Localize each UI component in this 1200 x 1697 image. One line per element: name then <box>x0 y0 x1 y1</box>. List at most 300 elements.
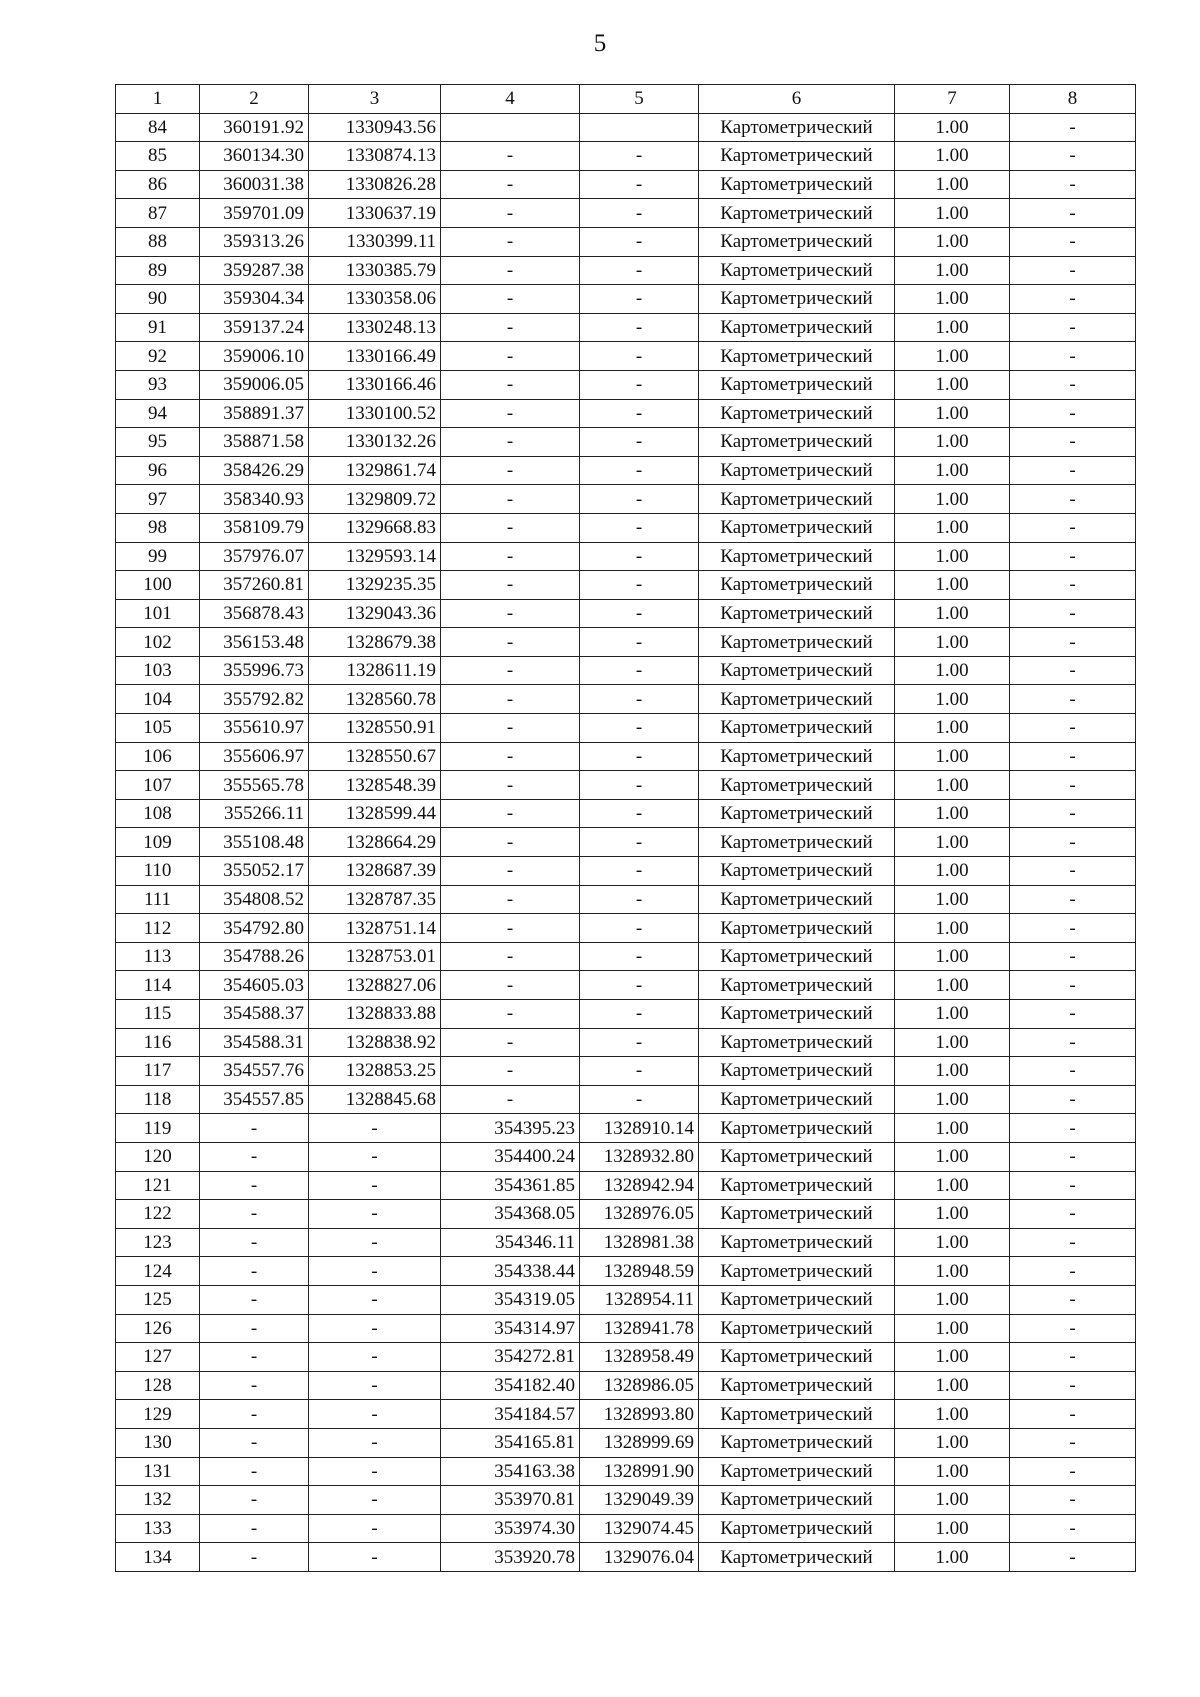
table-row <box>116 370 1136 399</box>
x-coord-cell: 355108.48 <box>200 828 309 857</box>
point-number-cell: 112 <box>116 914 200 943</box>
x-coord-cell: - <box>200 1371 309 1400</box>
x-coord-new-cell: - <box>441 313 580 342</box>
note-cell: - <box>1010 828 1136 857</box>
y-coord-new-cell: - <box>580 399 699 428</box>
accuracy-cell: 1.00 <box>895 1486 1010 1515</box>
accuracy-cell: 1.00 <box>895 1371 1010 1400</box>
method-cell: Картометрический <box>699 1057 895 1086</box>
y-coord-cell: 1328687.39 <box>309 857 441 886</box>
table-row <box>116 1057 1136 1086</box>
table-row <box>116 456 1136 485</box>
method-cell: Картометрический <box>699 971 895 1000</box>
point-number-cell: 117 <box>116 1057 200 1086</box>
x-coord-new-cell: - <box>441 656 580 685</box>
method-cell: Картометрический <box>699 685 895 714</box>
x-coord-cell: 355266.11 <box>200 799 309 828</box>
table-row <box>116 513 1136 542</box>
table-row <box>116 1171 1136 1200</box>
y-coord-new-cell: 1328991.90 <box>580 1457 699 1486</box>
y-coord-new-cell: - <box>580 599 699 628</box>
point-number-cell: 105 <box>116 714 200 743</box>
method-cell: Картометрический <box>699 456 895 485</box>
table-row <box>116 285 1136 314</box>
point-number-cell: 96 <box>116 456 200 485</box>
point-number-cell: 116 <box>116 1028 200 1057</box>
y-coord-new-cell: - <box>580 342 699 371</box>
x-coord-new-cell: 354395.23 <box>441 1114 580 1143</box>
x-coord-new-cell: 354165.81 <box>441 1428 580 1457</box>
y-coord-new-cell: - <box>580 485 699 514</box>
note-cell: - <box>1010 1028 1136 1057</box>
method-cell: Картометрический <box>699 1457 895 1486</box>
x-coord-new-cell: - <box>441 256 580 285</box>
y-coord-new-cell: - <box>580 628 699 657</box>
point-number-cell: 118 <box>116 1085 200 1114</box>
method-cell: Картометрический <box>699 142 895 171</box>
note-cell: - <box>1010 1200 1136 1229</box>
table-row <box>116 1228 1136 1257</box>
y-coord-new-cell: - <box>580 456 699 485</box>
point-number-cell: 125 <box>116 1285 200 1314</box>
method-cell: Картометрический <box>699 199 895 228</box>
point-number-cell: 100 <box>116 571 200 600</box>
y-coord-new-cell: 1328910.14 <box>580 1114 699 1143</box>
point-number-cell: 121 <box>116 1171 200 1200</box>
x-coord-new-cell: 354361.85 <box>441 1171 580 1200</box>
accuracy-cell: 1.00 <box>895 714 1010 743</box>
note-cell: - <box>1010 1543 1136 1572</box>
point-number-cell: 89 <box>116 256 200 285</box>
table-row <box>116 971 1136 1000</box>
y-coord-cell: 1328550.91 <box>309 714 441 743</box>
table-row <box>116 599 1136 628</box>
table-row <box>116 1114 1136 1143</box>
point-number-cell: 91 <box>116 313 200 342</box>
table-row <box>116 542 1136 571</box>
note-cell: - <box>1010 1085 1136 1114</box>
x-coord-cell: - <box>200 1428 309 1457</box>
y-coord-cell: 1328550.67 <box>309 742 441 771</box>
x-coord-new-cell: - <box>441 828 580 857</box>
note-cell: - <box>1010 285 1136 314</box>
header-cell: 5 <box>580 85 699 114</box>
table-row <box>116 714 1136 743</box>
x-coord-new-cell: - <box>441 485 580 514</box>
method-cell: Картометрический <box>699 1171 895 1200</box>
x-coord-new-cell: - <box>441 885 580 914</box>
note-cell: - <box>1010 199 1136 228</box>
accuracy-cell: 1.00 <box>895 971 1010 1000</box>
point-number-cell: 119 <box>116 1114 200 1143</box>
x-coord-cell: 356153.48 <box>200 628 309 657</box>
y-coord-cell: - <box>309 1314 441 1343</box>
accuracy-cell: 1.00 <box>895 1085 1010 1114</box>
x-coord-new-cell: - <box>441 342 580 371</box>
accuracy-cell: 1.00 <box>895 170 1010 199</box>
table-row <box>116 428 1136 457</box>
table-row <box>116 1085 1136 1114</box>
note-cell: - <box>1010 1343 1136 1372</box>
point-number-cell: 99 <box>116 542 200 571</box>
method-cell: Картометрический <box>699 370 895 399</box>
note-cell: - <box>1010 1514 1136 1543</box>
y-coord-cell: 1329593.14 <box>309 542 441 571</box>
y-coord-cell: 1330637.19 <box>309 199 441 228</box>
y-coord-new-cell: - <box>580 428 699 457</box>
method-cell: Картометрический <box>699 1343 895 1372</box>
table-row <box>116 313 1136 342</box>
method-cell: Картометрический <box>699 1142 895 1171</box>
y-coord-cell: - <box>309 1543 441 1572</box>
y-coord-cell: 1328560.78 <box>309 685 441 714</box>
y-coord-new-cell: 1328999.69 <box>580 1428 699 1457</box>
table-row <box>116 170 1136 199</box>
note-cell: - <box>1010 656 1136 685</box>
y-coord-cell: 1330358.06 <box>309 285 441 314</box>
x-coord-cell: - <box>200 1285 309 1314</box>
method-cell: Картометрический <box>699 428 895 457</box>
table-row <box>116 1514 1136 1543</box>
x-coord-cell: - <box>200 1200 309 1229</box>
accuracy-cell: 1.00 <box>895 1000 1010 1029</box>
method-cell: Картометрический <box>699 170 895 199</box>
x-coord-new-cell: - <box>441 1000 580 1029</box>
y-coord-cell: 1328548.39 <box>309 771 441 800</box>
point-number-cell: 103 <box>116 656 200 685</box>
accuracy-cell: 1.00 <box>895 599 1010 628</box>
accuracy-cell: 1.00 <box>895 828 1010 857</box>
accuracy-cell: 1.00 <box>895 313 1010 342</box>
x-coord-cell: 359287.38 <box>200 256 309 285</box>
note-cell: - <box>1010 1228 1136 1257</box>
x-coord-cell: 355565.78 <box>200 771 309 800</box>
note-cell: - <box>1010 771 1136 800</box>
x-coord-new-cell: 354338.44 <box>441 1257 580 1286</box>
method-cell: Картометрический <box>699 227 895 256</box>
y-coord-cell: - <box>309 1371 441 1400</box>
y-coord-cell: 1328751.14 <box>309 914 441 943</box>
y-coord-new-cell: - <box>580 370 699 399</box>
accuracy-cell: 1.00 <box>895 1314 1010 1343</box>
table-row <box>116 1285 1136 1314</box>
y-coord-cell: 1328853.25 <box>309 1057 441 1086</box>
table-header-row <box>116 85 1136 114</box>
x-coord-new-cell: - <box>441 914 580 943</box>
accuracy-cell: 1.00 <box>895 1200 1010 1229</box>
y-coord-new-cell: - <box>580 685 699 714</box>
note-cell: - <box>1010 1114 1136 1143</box>
x-coord-cell: 354588.37 <box>200 1000 309 1029</box>
method-cell: Картометрический <box>699 1228 895 1257</box>
accuracy-cell: 1.00 <box>895 1428 1010 1457</box>
accuracy-cell: 1.00 <box>895 513 1010 542</box>
table-row <box>116 1428 1136 1457</box>
y-coord-cell: 1330399.11 <box>309 227 441 256</box>
y-coord-new-cell: - <box>580 513 699 542</box>
point-number-cell: 84 <box>116 113 200 142</box>
x-coord-cell: 358426.29 <box>200 456 309 485</box>
x-coord-new-cell: - <box>441 370 580 399</box>
point-number-cell: 126 <box>116 1314 200 1343</box>
header-cell: 3 <box>309 85 441 114</box>
table-row <box>116 1314 1136 1343</box>
note-cell: - <box>1010 428 1136 457</box>
note-cell: - <box>1010 1000 1136 1029</box>
note-cell: - <box>1010 399 1136 428</box>
y-coord-cell: 1328599.44 <box>309 799 441 828</box>
x-coord-cell: 357976.07 <box>200 542 309 571</box>
accuracy-cell: 1.00 <box>895 742 1010 771</box>
accuracy-cell: 1.00 <box>895 1114 1010 1143</box>
x-coord-cell: - <box>200 1486 309 1515</box>
x-coord-new-cell: - <box>441 513 580 542</box>
accuracy-cell: 1.00 <box>895 256 1010 285</box>
y-coord-new-cell: - <box>580 142 699 171</box>
table-row <box>116 199 1136 228</box>
y-coord-cell: 1329235.35 <box>309 571 441 600</box>
x-coord-new-cell: 353970.81 <box>441 1486 580 1515</box>
note-cell: - <box>1010 942 1136 971</box>
x-coord-cell: - <box>200 1457 309 1486</box>
table-row <box>116 828 1136 857</box>
method-cell: Картометрический <box>699 1371 895 1400</box>
y-coord-cell: 1330132.26 <box>309 428 441 457</box>
point-number-cell: 130 <box>116 1428 200 1457</box>
y-coord-new-cell: - <box>580 227 699 256</box>
accuracy-cell: 1.00 <box>895 370 1010 399</box>
method-cell: Картометрический <box>699 857 895 886</box>
x-coord-new-cell: - <box>441 285 580 314</box>
x-coord-cell: 359701.09 <box>200 199 309 228</box>
x-coord-cell: 354588.31 <box>200 1028 309 1057</box>
point-number-cell: 98 <box>116 513 200 542</box>
y-coord-new-cell: - <box>580 799 699 828</box>
method-cell: Картометрический <box>699 914 895 943</box>
header-cell: 8 <box>1010 85 1136 114</box>
x-coord-new-cell: - <box>441 399 580 428</box>
x-coord-cell: - <box>200 1343 309 1372</box>
y-coord-new-cell: - <box>580 571 699 600</box>
table-row <box>116 885 1136 914</box>
note-cell: - <box>1010 599 1136 628</box>
y-coord-new-cell: - <box>580 313 699 342</box>
note-cell: - <box>1010 742 1136 771</box>
accuracy-cell: 1.00 <box>895 1457 1010 1486</box>
x-coord-new-cell: - <box>441 542 580 571</box>
accuracy-cell: 1.00 <box>895 571 1010 600</box>
y-coord-cell: 1330100.52 <box>309 399 441 428</box>
x-coord-new-cell: 354319.05 <box>441 1285 580 1314</box>
accuracy-cell: 1.00 <box>895 942 1010 971</box>
method-cell: Картометрический <box>699 1486 895 1515</box>
method-cell: Картометрический <box>699 828 895 857</box>
note-cell: - <box>1010 628 1136 657</box>
accuracy-cell: 1.00 <box>895 1028 1010 1057</box>
point-number-cell: 94 <box>116 399 200 428</box>
y-coord-cell: 1328611.19 <box>309 656 441 685</box>
y-coord-cell: 1328679.38 <box>309 628 441 657</box>
table-row <box>116 628 1136 657</box>
x-coord-new-cell: - <box>441 714 580 743</box>
method-cell: Картометрический <box>699 942 895 971</box>
x-coord-new-cell: - <box>441 428 580 457</box>
point-number-cell: 114 <box>116 971 200 1000</box>
y-coord-new-cell: 1328932.80 <box>580 1142 699 1171</box>
y-coord-new-cell: 1328942.94 <box>580 1171 699 1200</box>
table-row <box>116 1257 1136 1286</box>
x-coord-cell: 356878.43 <box>200 599 309 628</box>
y-coord-cell: 1328753.01 <box>309 942 441 971</box>
x-coord-new-cell: - <box>441 227 580 256</box>
accuracy-cell: 1.00 <box>895 456 1010 485</box>
x-coord-new-cell: 354184.57 <box>441 1400 580 1429</box>
note-cell: - <box>1010 1257 1136 1286</box>
table-row <box>116 1486 1136 1515</box>
x-coord-cell: 358109.79 <box>200 513 309 542</box>
x-coord-cell: - <box>200 1142 309 1171</box>
x-coord-cell: - <box>200 1257 309 1286</box>
x-coord-new-cell: 353974.30 <box>441 1514 580 1543</box>
y-coord-new-cell <box>580 113 699 142</box>
table-row <box>116 227 1136 256</box>
point-number-cell: 120 <box>116 1142 200 1171</box>
y-coord-new-cell: 1328958.49 <box>580 1343 699 1372</box>
method-cell: Картометрический <box>699 771 895 800</box>
table-row <box>116 1543 1136 1572</box>
y-coord-new-cell: 1328941.78 <box>580 1314 699 1343</box>
method-cell: Картометрический <box>699 1514 895 1543</box>
x-coord-cell: 359006.05 <box>200 370 309 399</box>
x-coord-new-cell: - <box>441 771 580 800</box>
point-number-cell: 134 <box>116 1543 200 1572</box>
note-cell: - <box>1010 256 1136 285</box>
note-cell: - <box>1010 1486 1136 1515</box>
y-coord-new-cell: - <box>580 656 699 685</box>
x-coord-cell: 354808.52 <box>200 885 309 914</box>
accuracy-cell: 1.00 <box>895 1257 1010 1286</box>
table-row <box>116 342 1136 371</box>
y-coord-new-cell: 1328981.38 <box>580 1228 699 1257</box>
note-cell: - <box>1010 1285 1136 1314</box>
note-cell: - <box>1010 1314 1136 1343</box>
y-coord-new-cell: 1329049.39 <box>580 1486 699 1515</box>
accuracy-cell: 1.00 <box>895 628 1010 657</box>
coordinates-table <box>115 84 1136 1572</box>
page-number: 5 <box>593 30 607 57</box>
point-number-cell: 109 <box>116 828 200 857</box>
y-coord-cell: - <box>309 1142 441 1171</box>
table-body <box>116 113 1136 1571</box>
accuracy-cell: 1.00 <box>895 399 1010 428</box>
x-coord-new-cell: 354163.38 <box>441 1457 580 1486</box>
table-row <box>116 1000 1136 1029</box>
method-cell: Картометрический <box>699 628 895 657</box>
x-coord-cell: - <box>200 1314 309 1343</box>
note-cell: - <box>1010 1400 1136 1429</box>
point-number-cell: 113 <box>116 942 200 971</box>
accuracy-cell: 1.00 <box>895 885 1010 914</box>
accuracy-cell: 1.00 <box>895 1142 1010 1171</box>
accuracy-cell: 1.00 <box>895 199 1010 228</box>
y-coord-new-cell: 1328993.80 <box>580 1400 699 1429</box>
accuracy-cell: 1.00 <box>895 799 1010 828</box>
x-coord-new-cell: 354314.97 <box>441 1314 580 1343</box>
accuracy-cell: 1.00 <box>895 285 1010 314</box>
x-coord-new-cell: - <box>441 571 580 600</box>
method-cell: Картометрический <box>699 885 895 914</box>
table-row <box>116 857 1136 886</box>
point-number-cell: 85 <box>116 142 200 171</box>
y-coord-cell: - <box>309 1400 441 1429</box>
accuracy-cell: 1.00 <box>895 1057 1010 1086</box>
y-coord-cell: - <box>309 1228 441 1257</box>
point-number-cell: 104 <box>116 685 200 714</box>
x-coord-new-cell: - <box>441 942 580 971</box>
header-cell: 7 <box>895 85 1010 114</box>
point-number-cell: 108 <box>116 799 200 828</box>
note-cell: - <box>1010 1457 1136 1486</box>
x-coord-cell: 354792.80 <box>200 914 309 943</box>
method-cell: Картометрический <box>699 1085 895 1114</box>
y-coord-new-cell: - <box>580 714 699 743</box>
accuracy-cell: 1.00 <box>895 1400 1010 1429</box>
y-coord-cell: 1328664.29 <box>309 828 441 857</box>
y-coord-cell: - <box>309 1428 441 1457</box>
x-coord-cell: 355996.73 <box>200 656 309 685</box>
y-coord-new-cell: - <box>580 857 699 886</box>
header-cell: 1 <box>116 85 200 114</box>
x-coord-new-cell: - <box>441 599 580 628</box>
point-number-cell: 115 <box>116 1000 200 1029</box>
table-row <box>116 485 1136 514</box>
x-coord-new-cell: - <box>441 857 580 886</box>
note-cell: - <box>1010 370 1136 399</box>
method-cell: Картометрический <box>699 285 895 314</box>
x-coord-cell: 360031.38 <box>200 170 309 199</box>
point-number-cell: 124 <box>116 1257 200 1286</box>
x-coord-new-cell: - <box>441 742 580 771</box>
point-number-cell: 92 <box>116 342 200 371</box>
point-number-cell: 110 <box>116 857 200 886</box>
note-cell: - <box>1010 542 1136 571</box>
accuracy-cell: 1.00 <box>895 542 1010 571</box>
note-cell: - <box>1010 914 1136 943</box>
x-coord-cell: - <box>200 1543 309 1572</box>
x-coord-cell: 355052.17 <box>200 857 309 886</box>
x-coord-new-cell: 353920.78 <box>441 1543 580 1572</box>
x-coord-new-cell: - <box>441 456 580 485</box>
x-coord-new-cell: - <box>441 199 580 228</box>
note-cell: - <box>1010 313 1136 342</box>
table-row <box>116 1343 1136 1372</box>
point-number-cell: 129 <box>116 1400 200 1429</box>
accuracy-cell: 1.00 <box>895 1543 1010 1572</box>
method-cell: Картометрический <box>699 485 895 514</box>
x-coord-new-cell: - <box>441 799 580 828</box>
y-coord-new-cell: 1328948.59 <box>580 1257 699 1286</box>
table-row <box>116 771 1136 800</box>
x-coord-cell: 358871.58 <box>200 428 309 457</box>
point-number-cell: 132 <box>116 1486 200 1515</box>
x-coord-cell: 354557.76 <box>200 1057 309 1086</box>
y-coord-cell: - <box>309 1514 441 1543</box>
method-cell: Картометрический <box>699 1257 895 1286</box>
note-cell: - <box>1010 1428 1136 1457</box>
method-cell: Картометрический <box>699 256 895 285</box>
accuracy-cell: 1.00 <box>895 914 1010 943</box>
method-cell: Картометрический <box>699 656 895 685</box>
